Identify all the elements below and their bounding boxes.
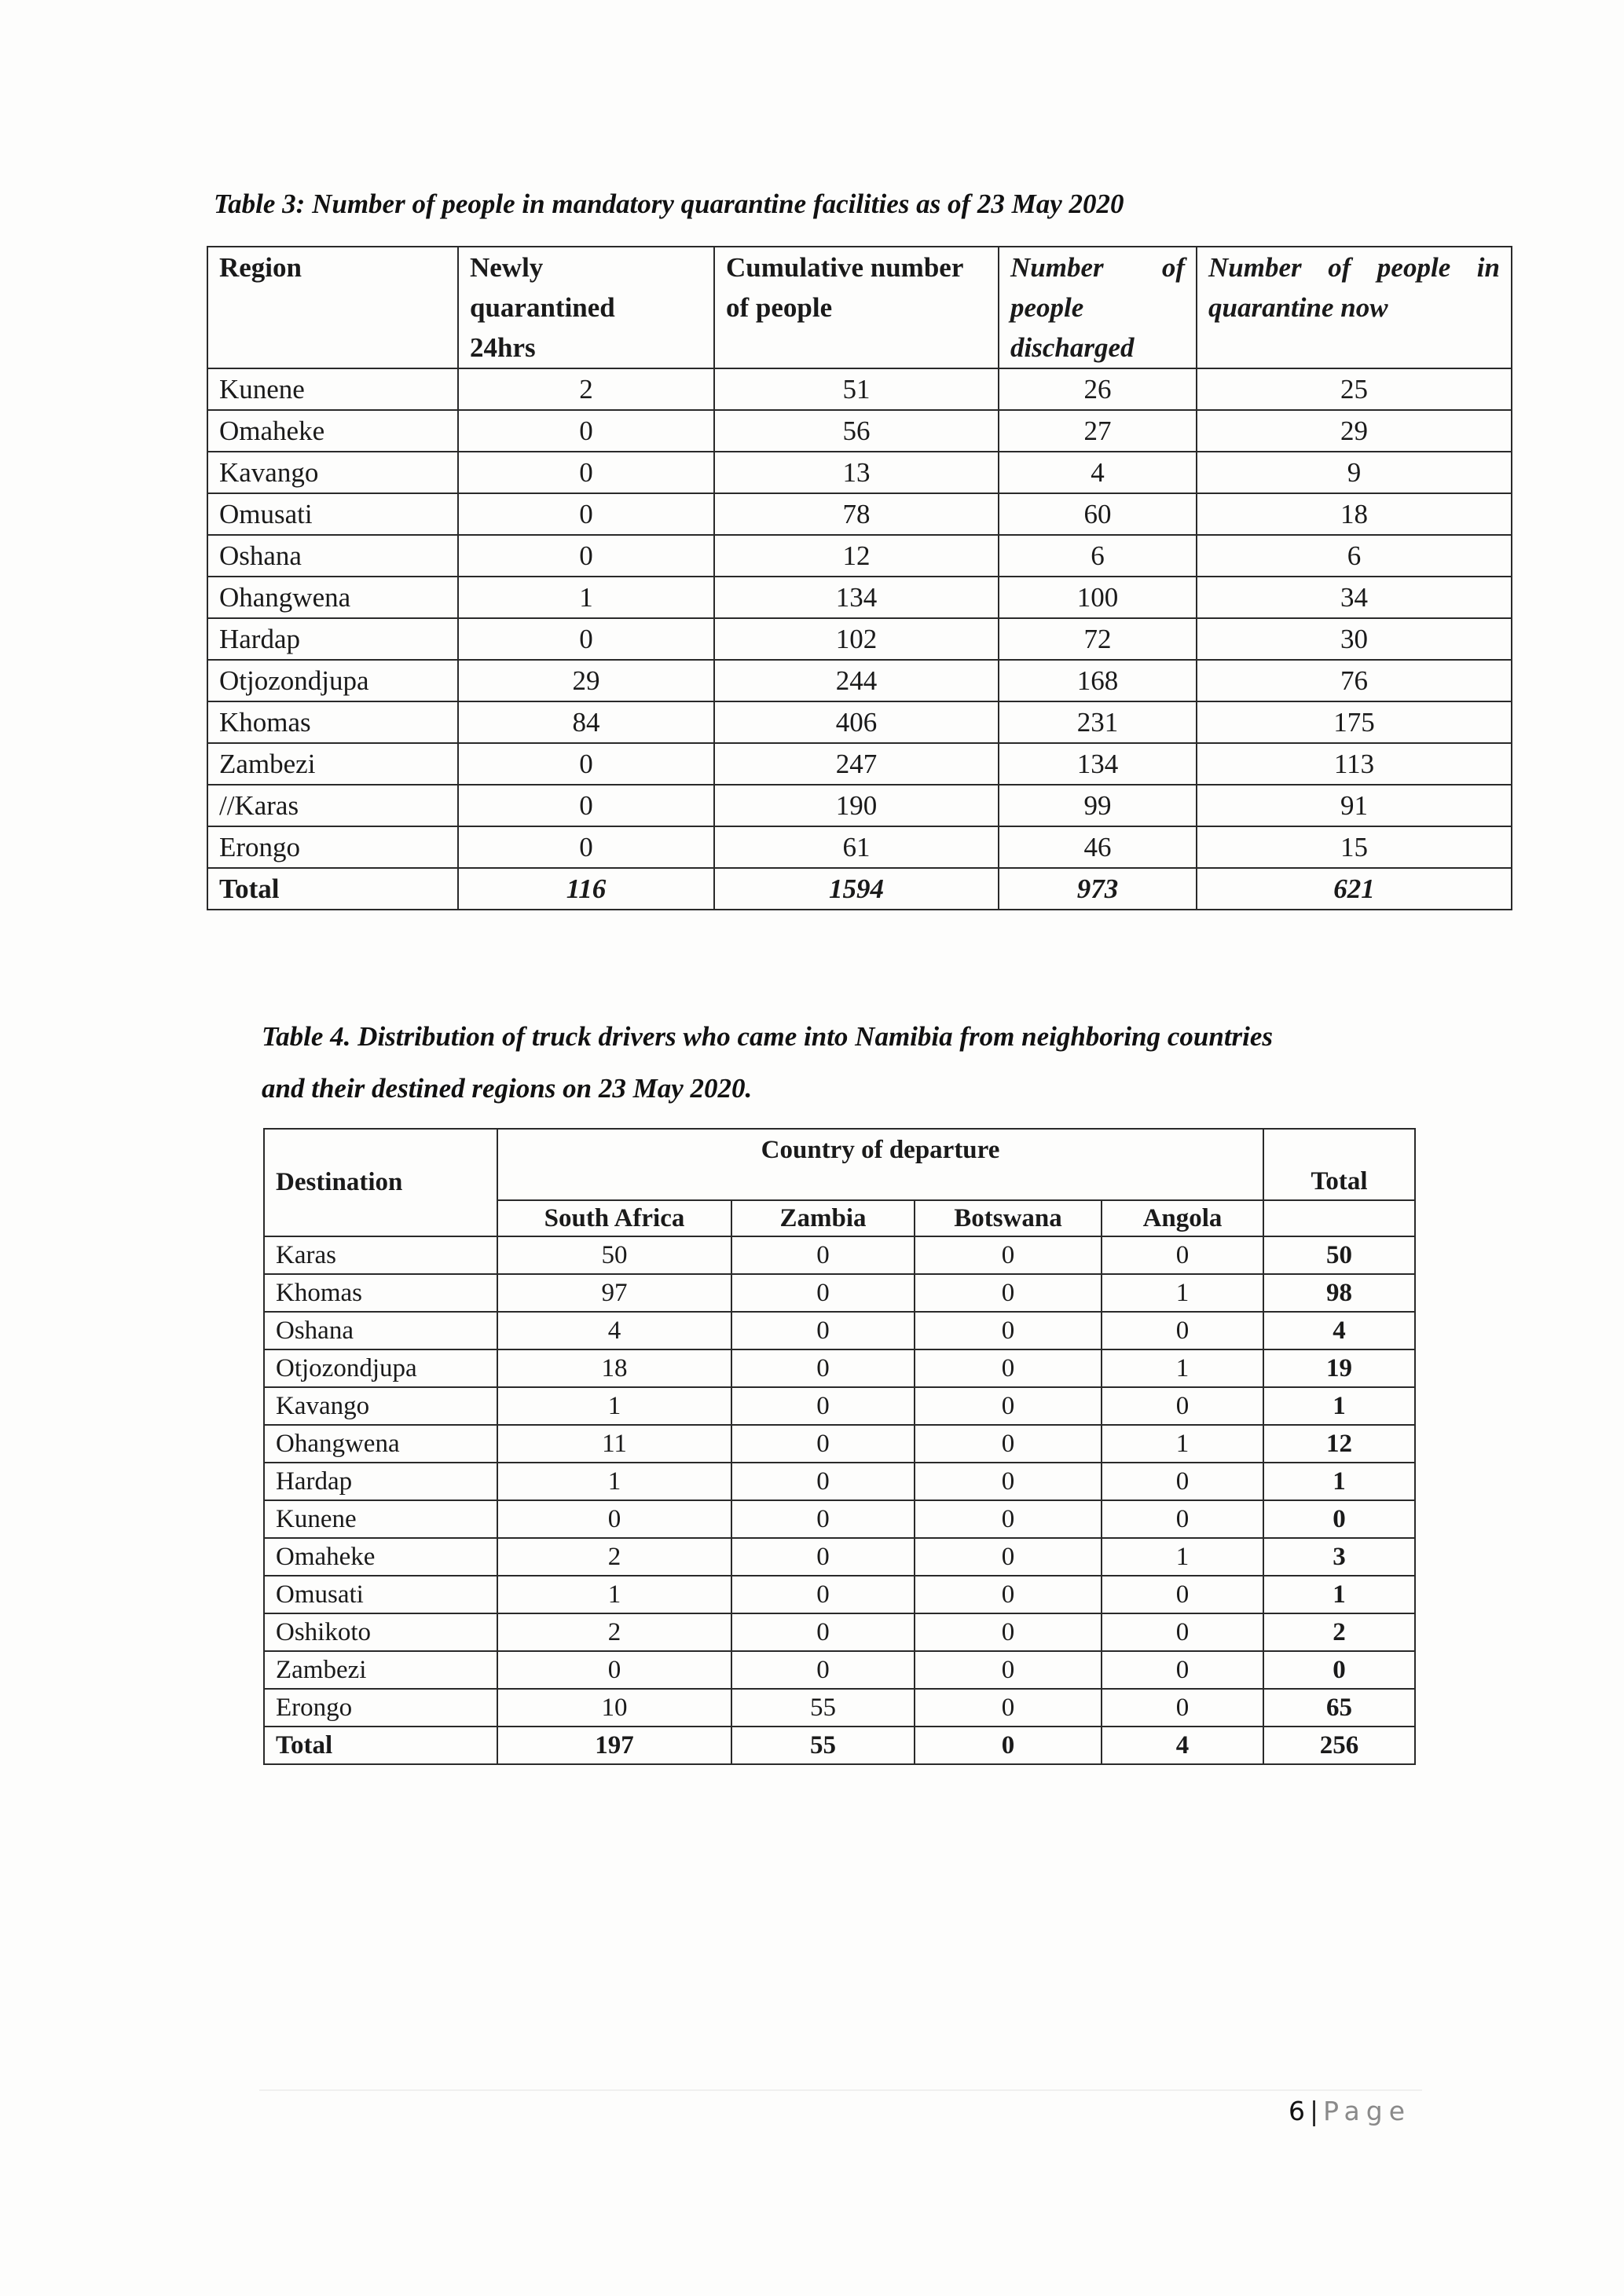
cell-value: 0: [915, 1349, 1102, 1387]
cell-value: 0: [731, 1236, 915, 1274]
cell-value: 0: [915, 1613, 1102, 1651]
table-row: [264, 1689, 1415, 1727]
cell-value: 51: [714, 368, 999, 410]
cell-value: 1: [1263, 1387, 1415, 1425]
cell-value: 2: [458, 368, 714, 410]
cell-value: 175: [1197, 701, 1512, 743]
cell-value: 0: [1102, 1312, 1263, 1349]
header-newly-quarantined: Newly quarantined 24hrs: [458, 247, 714, 368]
cell-value: 3: [1263, 1538, 1415, 1576]
cell-value: 0: [1102, 1576, 1263, 1613]
table-row: [207, 785, 1512, 826]
cell-value: 1: [1102, 1349, 1263, 1387]
cell-value: 61: [714, 826, 999, 868]
cell-value: 231: [999, 701, 1197, 743]
cell-value: 2: [1263, 1613, 1415, 1651]
page-number: [1289, 2096, 1411, 2126]
cell-value: 1: [458, 577, 714, 618]
cell-value: 50: [497, 1236, 731, 1274]
table-row: [207, 493, 1512, 535]
cell-value: 76: [1197, 660, 1512, 701]
row-label: Zambezi: [264, 1651, 497, 1689]
table-row: [207, 826, 1512, 868]
cell-value: 0: [915, 1312, 1102, 1349]
row-label: Khomas: [207, 701, 458, 743]
cell-value: 84: [458, 701, 714, 743]
row-label: Omusati: [264, 1576, 497, 1613]
table4-caption-line2: and their destined regions on 23 May 2020.: [262, 1073, 753, 1104]
table-row: [264, 1274, 1415, 1312]
cell-value: 0: [458, 826, 714, 868]
cell-value: 0: [731, 1349, 915, 1387]
row-label: //Karas: [207, 785, 458, 826]
cell-value: 0: [731, 1651, 915, 1689]
total-value: 973: [999, 868, 1197, 910]
row-label: Omusati: [207, 493, 458, 535]
cell-value: 29: [458, 660, 714, 701]
cell-value: 247: [714, 743, 999, 785]
cell-value: 11: [497, 1425, 731, 1463]
cell-value: 18: [497, 1349, 731, 1387]
cell-value: 4: [1263, 1312, 1415, 1349]
header-zambia: Zambia: [731, 1200, 915, 1236]
cell-value: 4: [999, 452, 1197, 493]
table-row: [264, 1538, 1415, 1576]
cell-value: 0: [1102, 1689, 1263, 1727]
table-header-row: [207, 247, 1512, 368]
cell-value: 0: [915, 1500, 1102, 1538]
page-separator: |: [1310, 2096, 1319, 2126]
cell-value: 0: [458, 410, 714, 452]
cell-value: 19: [1263, 1349, 1415, 1387]
total-label: Total: [264, 1727, 497, 1764]
table-row: [207, 368, 1512, 410]
cell-value: 25: [1197, 368, 1512, 410]
table-row: [207, 660, 1512, 701]
table-row: [207, 410, 1512, 452]
cell-value: 0: [915, 1651, 1102, 1689]
cell-value: 168: [999, 660, 1197, 701]
cell-value: 1: [497, 1463, 731, 1500]
cell-value: 1: [1263, 1463, 1415, 1500]
header-destination: Destination: [264, 1129, 497, 1236]
cell-value: 9: [1197, 452, 1512, 493]
cell-value: 0: [1102, 1236, 1263, 1274]
cell-value: 0: [915, 1576, 1102, 1613]
header-in-quarantine-now: Number of people in quarantine now: [1197, 247, 1512, 368]
row-label: Khomas: [264, 1274, 497, 1312]
cell-value: 102: [714, 618, 999, 660]
table-row: [207, 701, 1512, 743]
cell-value: 99: [999, 785, 1197, 826]
table-row: [264, 1576, 1415, 1613]
quarantine-table: [207, 246, 1512, 910]
cell-value: 0: [497, 1651, 731, 1689]
row-label: Hardap: [264, 1463, 497, 1500]
cell-value: 13: [714, 452, 999, 493]
cell-value: 27: [999, 410, 1197, 452]
table-header-row: [264, 1129, 1415, 1200]
header-south-africa: South Africa: [497, 1200, 731, 1236]
cell-value: 0: [731, 1463, 915, 1500]
row-label: Omaheke: [207, 410, 458, 452]
cell-value: 0: [731, 1613, 915, 1651]
page-label: Page: [1323, 2096, 1412, 2126]
cell-value: 0: [1102, 1500, 1263, 1538]
cell-value: 0: [731, 1425, 915, 1463]
cell-value: 18: [1197, 493, 1512, 535]
total-value: 256: [1263, 1727, 1415, 1764]
header-country-of-departure: Country of departure: [497, 1129, 1263, 1200]
table-row: [264, 1236, 1415, 1274]
row-label: Erongo: [207, 826, 458, 868]
cell-value: 0: [915, 1387, 1102, 1425]
row-label: Kunene: [207, 368, 458, 410]
cell-value: 190: [714, 785, 999, 826]
total-value: 0: [915, 1727, 1102, 1764]
cell-value: 91: [1197, 785, 1512, 826]
cell-value: 0: [1263, 1500, 1415, 1538]
cell-value: 0: [1102, 1387, 1263, 1425]
cell-value: 0: [915, 1689, 1102, 1727]
page-number-value: 6: [1289, 2096, 1305, 2126]
header-discharged: Number of people discharged: [999, 247, 1197, 368]
cell-value: 0: [915, 1463, 1102, 1500]
cell-value: 0: [731, 1312, 915, 1349]
cell-value: 113: [1197, 743, 1512, 785]
total-value: 621: [1197, 868, 1512, 910]
table-row: [207, 743, 1512, 785]
cell-value: 0: [497, 1500, 731, 1538]
cell-value: 0: [458, 535, 714, 577]
header-angola: Angola: [1102, 1200, 1263, 1236]
cell-value: 0: [731, 1500, 915, 1538]
table-row: [207, 452, 1512, 493]
total-label: Total: [207, 868, 458, 910]
table-row: [264, 1349, 1415, 1387]
cell-value: 244: [714, 660, 999, 701]
cell-value: 1: [1263, 1576, 1415, 1613]
cell-value: 0: [915, 1236, 1102, 1274]
cell-value: 0: [1102, 1463, 1263, 1500]
cell-value: 72: [999, 618, 1197, 660]
cell-value: 134: [714, 577, 999, 618]
total-value: 116: [458, 868, 714, 910]
header-cumulative: Cumulative number of people: [714, 247, 999, 368]
cell-value: 4: [497, 1312, 731, 1349]
total-row: [207, 868, 1512, 910]
table-row: [264, 1613, 1415, 1651]
cell-value: 0: [915, 1425, 1102, 1463]
header-total-empty: [1263, 1200, 1415, 1236]
cell-value: 0: [731, 1576, 915, 1613]
footer-divider: [259, 2089, 1422, 2091]
row-label: Hardap: [207, 618, 458, 660]
cell-value: 30: [1197, 618, 1512, 660]
cell-value: 50: [1263, 1236, 1415, 1274]
table-row: [264, 1651, 1415, 1689]
cell-value: 0: [731, 1274, 915, 1312]
total-value: 55: [731, 1727, 915, 1764]
cell-value: 0: [1102, 1613, 1263, 1651]
cell-value: 1: [1102, 1425, 1263, 1463]
cell-value: 60: [999, 493, 1197, 535]
cell-value: 0: [915, 1274, 1102, 1312]
cell-value: 6: [999, 535, 1197, 577]
header-region: Region: [207, 247, 458, 368]
cell-value: 0: [458, 493, 714, 535]
cell-value: 12: [714, 535, 999, 577]
row-label: Oshana: [264, 1312, 497, 1349]
cell-value: 0: [458, 785, 714, 826]
row-label: Otjozondjupa: [207, 660, 458, 701]
cell-value: 2: [497, 1613, 731, 1651]
cell-value: 0: [458, 618, 714, 660]
cell-value: 29: [1197, 410, 1512, 452]
table3-caption: Table 3: Number of people in mandatory quarantine facilities as of 23 May 2020: [214, 189, 1124, 219]
cell-value: 12: [1263, 1425, 1415, 1463]
cell-value: 98: [1263, 1274, 1415, 1312]
cell-value: 65: [1263, 1689, 1415, 1727]
cell-value: 10: [497, 1689, 731, 1727]
row-label: Karas: [264, 1236, 497, 1274]
cell-value: 46: [999, 826, 1197, 868]
row-label: Kavango: [207, 452, 458, 493]
cell-value: 15: [1197, 826, 1512, 868]
row-label: Kavango: [264, 1387, 497, 1425]
cell-value: 0: [731, 1538, 915, 1576]
cell-value: 34: [1197, 577, 1512, 618]
table-row: [207, 535, 1512, 577]
row-label: Kunene: [264, 1500, 497, 1538]
truck-drivers-table: [263, 1128, 1416, 1765]
table-row: [264, 1312, 1415, 1349]
cell-value: 1: [1102, 1274, 1263, 1312]
cell-value: 2: [497, 1538, 731, 1576]
table-row: [264, 1500, 1415, 1538]
cell-value: 0: [458, 452, 714, 493]
cell-value: 406: [714, 701, 999, 743]
cell-value: 78: [714, 493, 999, 535]
row-label: Erongo: [264, 1689, 497, 1727]
cell-value: 6: [1197, 535, 1512, 577]
table-row: [207, 577, 1512, 618]
cell-value: 0: [1263, 1651, 1415, 1689]
header-botswana: Botswana: [915, 1200, 1102, 1236]
cell-value: 0: [1102, 1651, 1263, 1689]
cell-value: 55: [731, 1689, 915, 1727]
total-value: 4: [1102, 1727, 1263, 1764]
row-label: Oshikoto: [264, 1613, 497, 1651]
total-value: 1594: [714, 868, 999, 910]
total-value: 197: [497, 1727, 731, 1764]
table-row: [264, 1425, 1415, 1463]
cell-value: 97: [497, 1274, 731, 1312]
total-row: [264, 1727, 1415, 1764]
table4-caption-line1: Table 4. Distribution of truck drivers who came into Namibia from neighboring countries: [262, 1021, 1274, 1052]
cell-value: 1: [497, 1576, 731, 1613]
row-label: Omaheke: [264, 1538, 497, 1576]
row-label: Oshana: [207, 535, 458, 577]
cell-value: 26: [999, 368, 1197, 410]
table-row: [264, 1463, 1415, 1500]
cell-value: 100: [999, 577, 1197, 618]
table-row: [207, 618, 1512, 660]
table-row: [264, 1387, 1415, 1425]
row-label: Otjozondjupa: [264, 1349, 497, 1387]
row-label: Ohangwena: [264, 1425, 497, 1463]
cell-value: 0: [458, 743, 714, 785]
cell-value: 1: [497, 1387, 731, 1425]
cell-value: 1: [1102, 1538, 1263, 1576]
row-label: Ohangwena: [207, 577, 458, 618]
cell-value: 134: [999, 743, 1197, 785]
row-label: Zambezi: [207, 743, 458, 785]
cell-value: 0: [731, 1387, 915, 1425]
cell-value: 56: [714, 410, 999, 452]
cell-value: 0: [915, 1538, 1102, 1576]
header-total: Total: [1263, 1129, 1415, 1200]
